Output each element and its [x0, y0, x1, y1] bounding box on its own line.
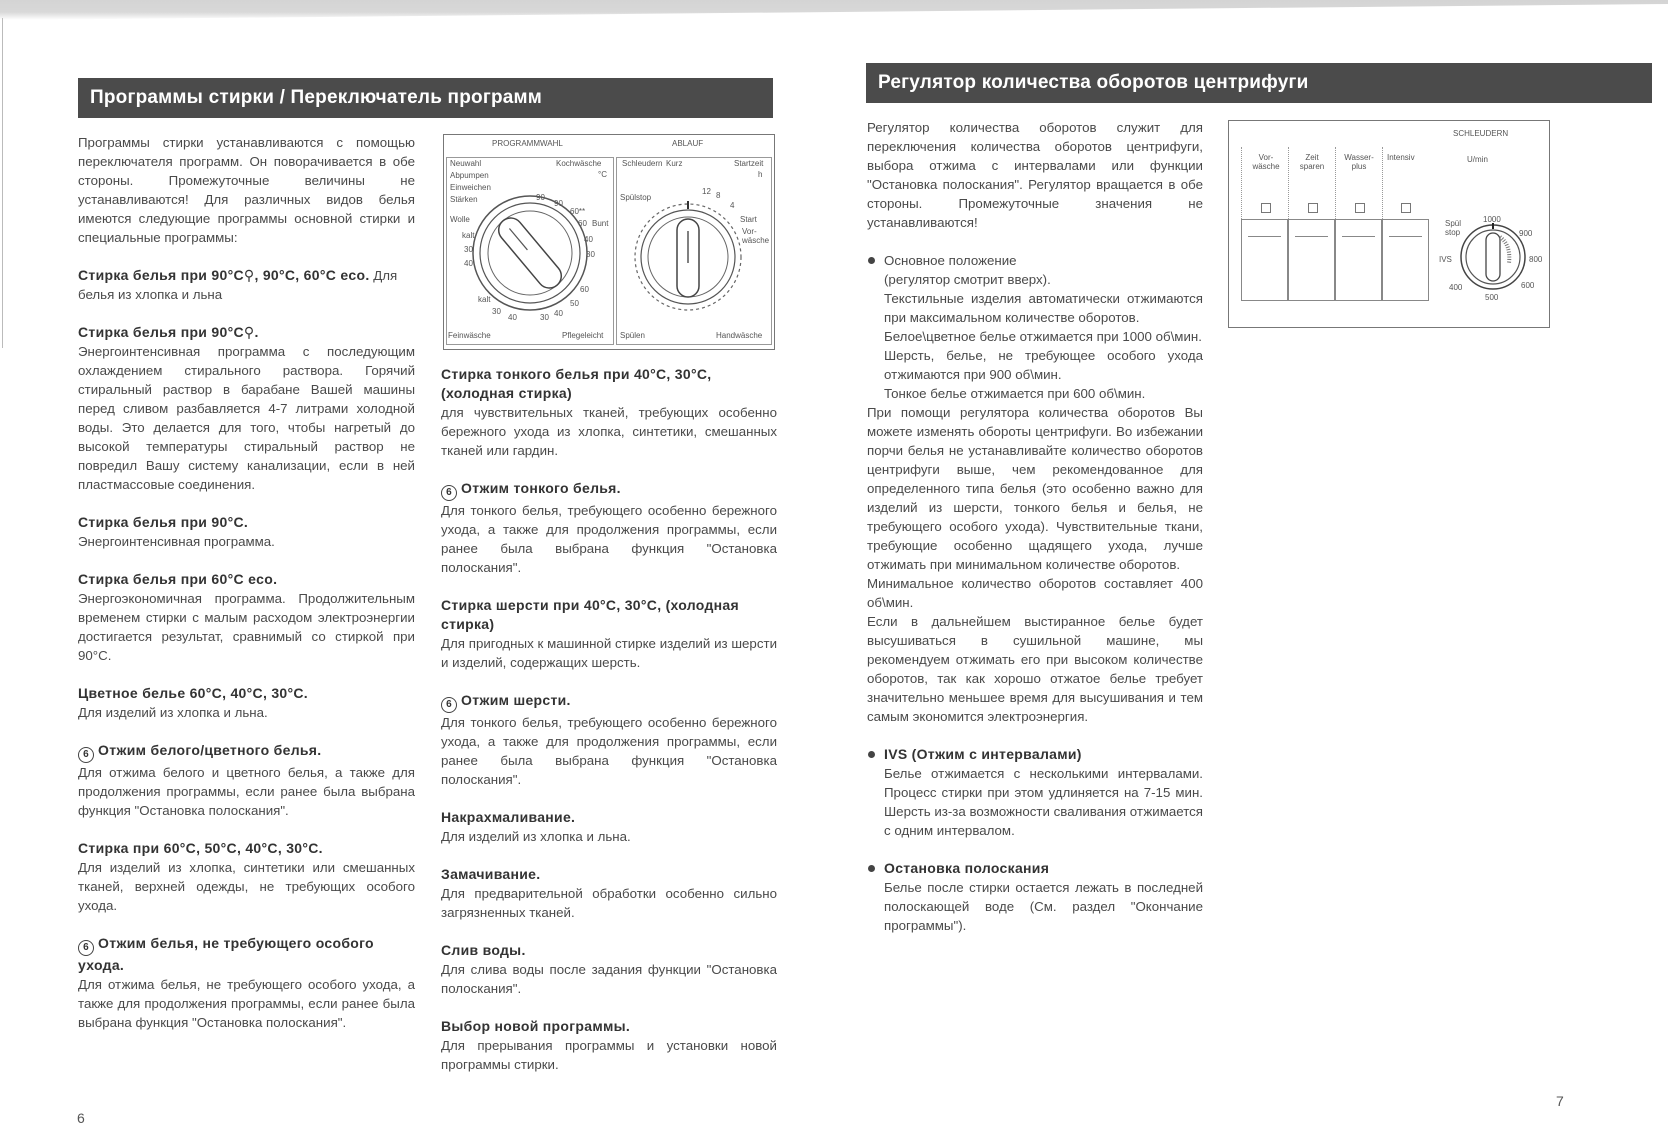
program-description: Для предварительной обработки особенно сильно загрязненных тканей.	[441, 886, 777, 920]
program-description: Энергоинтенсивная программа с последующим охлаждением стирального раствора. Горячий стиральный раствор в барабане Вашей машины перед сливом разбавляется 4-7 литрами холодной воды. Это делается для того, чтобы нагретый до высокой температуры стиральный раствор не повредил Вашу систему канализации, если в ней пластмассовые соединения.	[78, 344, 415, 492]
diagram-unit-rpm: U/min	[1467, 155, 1488, 164]
program-description: Для изделий из хлопка и льна.	[78, 705, 268, 720]
program-heading-text: Стирка белья при 90°C⚲, 90°C, 60°C eco.	[78, 267, 370, 283]
bullet-ivs-body: Белье отжимается с несколькими интервалами. Процесс стирки при этом удлиняется на 7-15 мин. Шерсть из-за возможности сваливания отжимается с одним интервалом.	[884, 766, 1203, 838]
program-description: Энергоэкономичная программа. Продолжительным временем стирки с малым расходом электроэнергии достигается результат, сравнимый со стиркой при 90°C.	[78, 591, 415, 663]
bullet-rinse-stop-body: Белье после стирки остается лежать в последней полоскающей воде (См. раздел "Окончание программы").	[884, 880, 1203, 933]
program-entry	[441, 596, 777, 672]
bullet-default-title: Основное положение	[884, 253, 1017, 268]
program-heading	[78, 324, 259, 340]
spin-control-diagram	[1228, 120, 1550, 328]
program-heading	[441, 366, 711, 401]
program-entry	[78, 934, 415, 1032]
label-kochwaesche: Kochwäsche	[556, 159, 602, 168]
label-pflege-60: 60	[580, 285, 589, 294]
program-heading-text: Стирка тонкого белья при 40°C, 30°C, (холодная стирка)	[441, 366, 712, 401]
label-timer-4: 4	[730, 201, 735, 210]
label-einweichen: Einweichen	[450, 183, 491, 192]
intro-text: Программы стирки устанавливаются с помощью переключателя программ. Он поворачивается в обе стороны. Промежуточные величины не устанавливаются! Для различных видов белья имеются следующие программы основной стирки и специальные программы:	[78, 135, 415, 245]
indicator-wasser-plus-icon	[1355, 203, 1365, 213]
label-timer-8: 8	[716, 191, 721, 200]
program-entry	[78, 741, 415, 820]
label-hours: h	[758, 170, 763, 179]
spin-icon: 6	[78, 747, 94, 763]
default-line-1: (регулятор смотрит вверх).	[884, 272, 1051, 287]
program-heading	[78, 840, 323, 856]
label-fein-40: 40	[508, 313, 517, 322]
program-heading-text: Слив воды.	[441, 942, 526, 958]
section-header-programs: Программы стирки / Переключатель программ	[78, 78, 773, 118]
option-label-zeit-sparen: Zeit sparen	[1299, 153, 1325, 171]
label-60-eco: 60**	[570, 207, 586, 216]
scan-edge-line	[2, 18, 3, 348]
label-timer-12: 12	[702, 187, 711, 196]
program-heading	[441, 866, 540, 882]
option-label-vorwaesche: Vor-wäsche	[1252, 153, 1280, 171]
option-button-vorwaesche	[1241, 219, 1288, 301]
program-heading	[441, 480, 621, 496]
program-description: Для отжима белого и цветного белья, а также для продолжения программы, если ранее была выбрана функция "Остановка полоскания".	[78, 765, 415, 818]
middle-column	[441, 365, 777, 1093]
section-header-spin-speed: Регулятор количества оборотов центрифуги	[866, 63, 1652, 103]
program-heading	[441, 692, 571, 708]
label-speed-500: 500	[1485, 293, 1499, 302]
indicator-intensiv-icon	[1401, 203, 1411, 213]
program-entry	[441, 941, 777, 998]
label-feinwaesche: Feinwäsche	[448, 331, 491, 340]
program-heading-text: Стирка шерсти при 40°C, 30°C, (холодная стирка)	[441, 597, 739, 632]
program-heading-text: Стирка белья при 90°C⚲.	[78, 324, 259, 340]
program-heading	[441, 809, 575, 825]
label-spuelen: Spülen	[620, 331, 645, 340]
program-entry	[441, 865, 777, 922]
label-90: 90	[554, 199, 563, 208]
spin-intro-text: Регулятор количества оборотов служит для переключения количества оборотов центрифуги, выбора отжима с интервалами или функции "Остановка полоскания". Регулятор вращается в обе стороны. Промежуточные значения не устанавливаются!	[867, 120, 1203, 230]
program-entry	[78, 839, 415, 915]
program-entry	[441, 479, 777, 577]
program-entry	[78, 570, 415, 665]
program-heading-text: Отжим белья, не требующего особого ухода.	[78, 935, 374, 973]
label-pflege-50: 50	[570, 299, 579, 308]
program-heading	[78, 935, 374, 973]
bullet-rinse-stop-title: Остановка полоскания	[867, 859, 1203, 878]
program-heading-text: Замачивание.	[441, 866, 541, 882]
page-number-left: 6	[77, 1110, 85, 1126]
spin-body-para-1: При помощи регулятора количества оборотов Вы можете изменять обороты центрифуги. Во избежании порчи белья не устанавливайте количество оборотов центрифуги выше, чем рекомендованное для определенного типа белья (это особенно важно для изделий из шерсти, тонкого белья и белья, не требующего особого ухода). Чувствительные ткани, требующие особенно щадящего ухода, лучше отжимать при минимальном количестве оборотов.	[867, 405, 1203, 572]
program-entry	[78, 266, 415, 304]
program-description: Для прерывания программы и установки новой программы стирки.	[441, 1038, 777, 1072]
program-heading-text: Цветное белье 60°C, 40°C, 30°C.	[78, 685, 308, 701]
program-heading-text: Стирка белья при 90°C.	[78, 514, 249, 530]
label-wolle-kalt: kalt	[462, 231, 475, 240]
label-fein-kalt: kalt	[478, 295, 491, 304]
program-knob-icon	[470, 193, 590, 313]
default-line-2: Текстильные изделия автоматически отжимаются при максимальном количестве оборотов.	[884, 291, 1203, 325]
label-speed-1000: 1000	[1483, 215, 1501, 224]
label-speed-600: 600	[1521, 281, 1535, 290]
label-staerken: Stärken	[450, 195, 478, 204]
program-heading-text: Выбор новой программы.	[441, 1018, 631, 1034]
default-line-3: Белое\цветное белье отжимается при 1000 об\мин.	[884, 329, 1202, 344]
program-heading-text: Отжим белого/цветного белья.	[98, 742, 322, 758]
spin-speed-knob-icon	[1459, 223, 1527, 291]
label-schleudern: Schleudern	[622, 159, 663, 168]
program-heading-text: Стирка при 60°C, 50°C, 40°C, 30°C.	[78, 840, 323, 856]
program-entry	[441, 1017, 777, 1074]
spin-body-para-3: Если в дальнейшем выстиранное белье будет высушиваться в сушильной машине, мы рекомендуем отжимать его при высоком количестве оборотов, так как хорошо отжатое белье требует значительно меньшее время для высушивания и тем самым экономится электроэнергия.	[867, 614, 1203, 724]
label-vorwaesche: Vor-wäsche	[742, 227, 770, 245]
program-entry	[78, 323, 415, 494]
program-selector-diagram	[443, 134, 775, 350]
diagram-title-schleudern: SCHLEUDERN	[1453, 129, 1509, 138]
diagram-title-ablauf: ABLAUF	[672, 139, 704, 148]
program-heading	[441, 942, 526, 958]
label-bunt: Bunt	[592, 219, 609, 228]
spin-icon: 6	[441, 697, 457, 713]
option-button-wasser-plus	[1335, 219, 1382, 301]
program-description: Для белья из хлопка и льна	[78, 268, 398, 302]
label-abpumpen: Abpumpen	[450, 171, 489, 180]
label-spuelstop: Spülstop	[620, 193, 652, 202]
label-bunt-60: 60	[578, 219, 587, 228]
label-handwaesche: Handwäsche	[716, 331, 763, 340]
program-description: для чувствительных тканей, требующих особенно бережного ухода из хлопка, синтетики, смешанных тканей или гардин.	[441, 405, 777, 458]
label-start: Start	[740, 215, 757, 224]
program-entry	[441, 808, 777, 846]
label-spuel-stop: Spül stop	[1445, 219, 1462, 237]
spin-body-para-2: Минимальное количество оборотов составляет 400 об\мин.	[867, 576, 1203, 610]
program-heading	[78, 685, 308, 701]
label-bunt-30: 30	[586, 250, 595, 259]
program-description: Для тонкого белья, требующего особенно бережного ухода, а также для продолжения программы, если ранее была выбрана функция "Остановка полоскания".	[441, 715, 777, 787]
option-label-intensiv: Intensiv	[1387, 153, 1415, 162]
program-description: Для слива воды после задания функции "Остановка полоскания".	[441, 962, 777, 996]
program-entry	[78, 684, 415, 722]
bullet-default-position	[867, 251, 1203, 270]
label-wolle-30: 30	[464, 245, 473, 254]
program-description: Для тонкого белья, требующего особенно бережного ухода, а также для продолжения программы, если ранее была выбрана функция "Остановка полоскания".	[441, 503, 777, 575]
label-speed-900: 900	[1519, 229, 1533, 238]
spin-icon: 6	[441, 485, 457, 501]
program-heading	[441, 597, 739, 632]
right-column	[867, 118, 1203, 935]
program-description: Для изделий из хлопка и льна.	[441, 829, 631, 844]
label-neuwahl: Neuwahl	[450, 159, 482, 168]
program-heading	[78, 742, 321, 758]
label-pflege-30: 30	[540, 313, 549, 322]
page-number-right: 7	[1556, 1093, 1564, 1109]
indicator-zeit-sparen-icon	[1308, 203, 1318, 213]
indicator-vorwaesche-icon	[1261, 203, 1271, 213]
option-button-intensiv	[1382, 219, 1429, 301]
program-heading	[78, 267, 370, 283]
label-pflegeleicht: Pflegeleicht	[562, 331, 604, 340]
program-description: Для отжима белья, не требующего особого ухода, а также для продолжения программы, если ранее была выбрана функция "Остановка полоскания".	[78, 977, 415, 1030]
program-description: Для пригодных к машинной стирке изделий из шерсти и изделий, содержащих шерсть.	[441, 636, 777, 670]
label-celsius: °C	[598, 170, 607, 179]
program-description: Для изделий из хлопка, синтетики или смешанных тканей, верхней одежды, не требующих особого ухода.	[78, 860, 415, 913]
timer-knob-icon	[632, 201, 744, 313]
program-heading-text: Стирка белья при 60°C eco.	[78, 571, 278, 587]
label-wolle: Wolle	[450, 215, 470, 224]
label-wolle-40: 40	[464, 259, 473, 268]
program-list-left	[78, 266, 415, 1032]
option-label-wasser-plus: Wasser-plus	[1344, 153, 1374, 171]
program-heading-text: Накрахмаливание.	[441, 809, 576, 825]
program-heading-text: Отжим шерсти.	[461, 692, 571, 708]
bullet-ivs-title: IVS (Отжим с интервалами)	[867, 745, 1203, 764]
program-entry	[78, 513, 415, 551]
default-line-4: Шерсть, белье, не требующее особого ухода отжимаются при 900 об\мин.	[884, 348, 1203, 382]
program-description: Энергоинтенсивная программа.	[78, 534, 275, 549]
diagram-title-programmwahl: PROGRAMMWAHL	[492, 139, 563, 148]
label-ivs: IVS	[1439, 255, 1452, 264]
spin-icon: 6	[78, 940, 94, 956]
left-column	[78, 133, 415, 1051]
label-startzeit: Startzeit	[734, 159, 764, 168]
label-90-tap: 90	[536, 193, 545, 202]
option-button-zeit-sparen	[1288, 219, 1335, 301]
default-line-5: Тонкое белье отжимается при 600 об\мин.	[884, 386, 1146, 401]
bullet-default-lines	[867, 270, 1203, 403]
scan-artifact-band	[0, 0, 1668, 20]
label-kurz: Kurz	[666, 159, 683, 168]
label-speed-800: 800	[1529, 255, 1543, 264]
program-heading	[78, 571, 277, 587]
program-entry	[441, 691, 777, 789]
program-heading	[441, 1018, 630, 1034]
label-bunt-40: 40	[584, 235, 593, 244]
label-pflege-40: 40	[554, 309, 563, 318]
program-heading-text: Отжим тонкого белья.	[461, 480, 621, 496]
program-heading	[78, 514, 248, 530]
program-list-middle	[441, 365, 777, 1074]
label-speed-400: 400	[1449, 283, 1463, 292]
label-fein-30: 30	[492, 307, 501, 316]
program-entry	[441, 365, 777, 460]
